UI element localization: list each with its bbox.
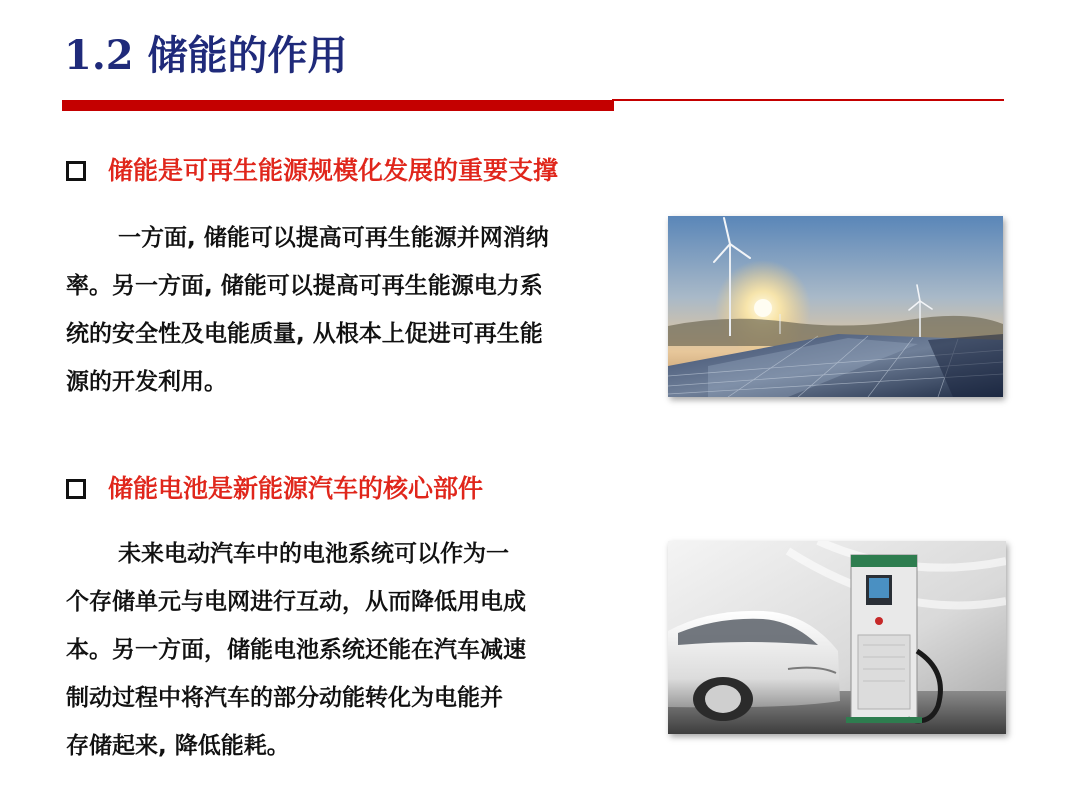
- section-1-title: 储能是可再生能源规模化发展的重要支撑: [108, 156, 559, 185]
- renewable-energy-image: [668, 216, 1003, 397]
- paragraph-line: 个存储单元与电网进行互动，从而降低用电成: [66, 589, 526, 615]
- section-2-heading: [66, 472, 483, 506]
- paragraph-line: 一方面, 储能可以提高可再生能源并网消纳: [118, 225, 549, 251]
- title-number: 1.2: [64, 32, 134, 79]
- paragraph-line: 制动过程中将汽车的部分动能转化为电能并: [66, 685, 503, 711]
- paragraph-line: 统的安全性及电能质量, 从根本上促进可再生能: [66, 321, 543, 347]
- paragraph-line: 源的开发利用。: [66, 369, 227, 395]
- ev-charger-illustration: [668, 541, 1006, 734]
- title-underline-thin: [612, 99, 1004, 101]
- square-bullet-icon: [66, 479, 86, 499]
- slide-title: [64, 32, 348, 80]
- paragraph-line: 未来电动汽车中的电池系统可以作为一: [118, 541, 509, 567]
- paragraph-line: 率。另一方面, 储能可以提高可再生能源电力系: [66, 273, 543, 299]
- section-2-title: 储能电池是新能源汽车的核心部件: [108, 474, 484, 503]
- ev-charging-image: [668, 541, 1006, 734]
- solar-wind-illustration: [668, 216, 1003, 397]
- section-1-paragraph: [66, 214, 549, 406]
- title-text: 储能的作用: [147, 33, 348, 79]
- paragraph-line: 存储起来, 降低能耗。: [66, 733, 290, 759]
- paragraph-line: 本。另一方面，储能电池系统还能在汽车减速: [66, 637, 526, 663]
- section-2-paragraph: [66, 530, 526, 770]
- section-1-heading: [66, 154, 558, 188]
- square-bullet-icon: [66, 161, 86, 181]
- title-underline-thick: [62, 100, 614, 111]
